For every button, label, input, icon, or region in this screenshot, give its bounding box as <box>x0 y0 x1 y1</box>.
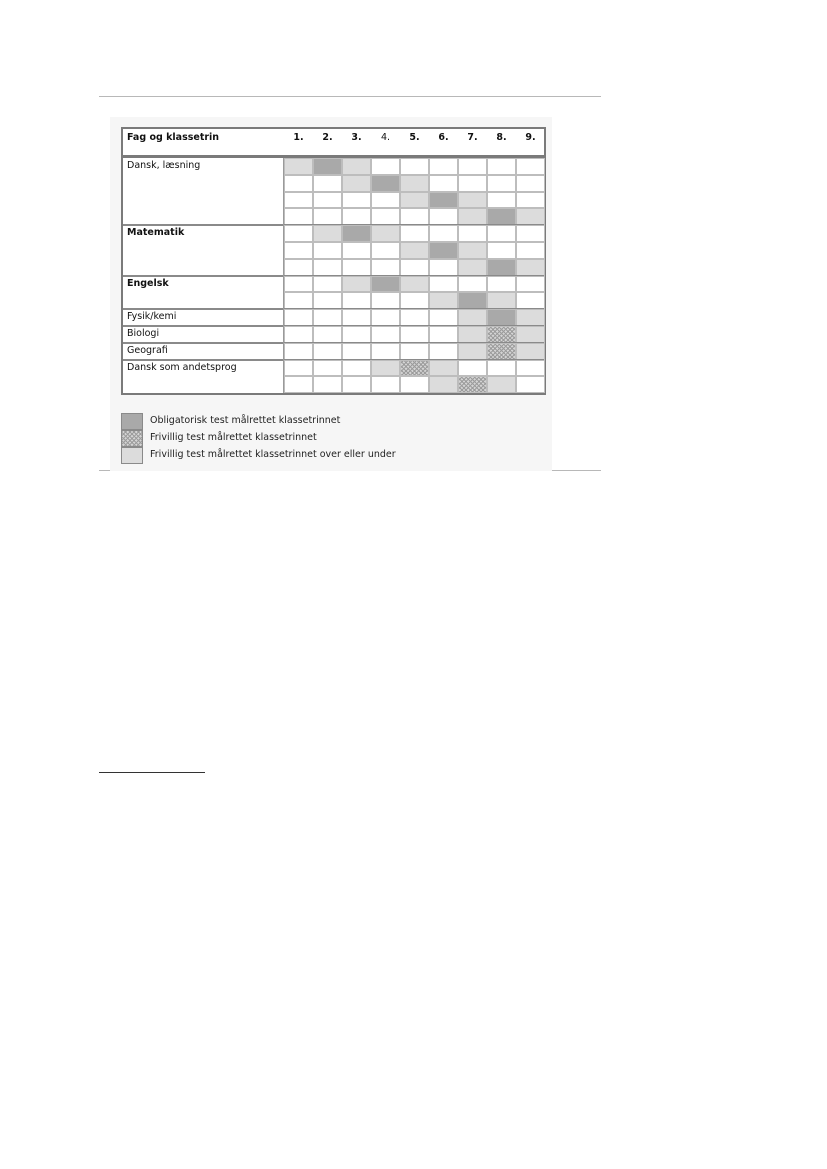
legend-label: Obligatorisk test målrettet klassetrinnet <box>150 415 341 426</box>
grade-cell <box>342 192 371 209</box>
grade-cell <box>313 192 342 209</box>
grade-cell <box>516 158 545 175</box>
grade-cell <box>400 192 429 209</box>
grade-cell <box>371 343 400 360</box>
legend-swatch-dark <box>121 413 143 430</box>
grade-cell <box>284 259 313 276</box>
grade-cell <box>313 376 342 393</box>
grade-cell <box>516 192 545 209</box>
grade-cell <box>371 309 400 326</box>
grade-cell <box>458 309 487 326</box>
grade-header-1: 1. <box>293 132 304 143</box>
grade-cell <box>313 276 342 293</box>
grade-cell <box>284 192 313 209</box>
grade-cell <box>284 225 313 242</box>
grade-cell <box>429 242 458 259</box>
table-header <box>123 129 544 158</box>
grade-cell <box>487 360 516 377</box>
grade-cell <box>487 276 516 293</box>
subject-label: Engelsk <box>127 277 169 289</box>
grade-cell <box>284 208 313 225</box>
grade-cell <box>487 259 516 276</box>
subject-label: Fysik/kemi <box>127 311 177 323</box>
grade-cell <box>342 175 371 192</box>
grade-cell <box>313 208 342 225</box>
grade-cell <box>458 292 487 309</box>
grade-header-9: 9. <box>525 132 536 143</box>
grade-cell <box>313 360 342 377</box>
grade-header-4: 4. <box>380 132 391 143</box>
grade-cell <box>458 208 487 225</box>
grade-cell <box>429 292 458 309</box>
grade-cell <box>516 343 545 360</box>
subject-label: Dansk som andetsprog <box>127 361 237 373</box>
grade-cell <box>458 259 487 276</box>
grade-cell <box>284 376 313 393</box>
grade-cell <box>313 242 342 259</box>
grade-cell <box>313 158 342 175</box>
grade-cell <box>342 225 371 242</box>
grade-header-6: 6. <box>438 132 449 143</box>
grade-cell <box>371 158 400 175</box>
grade-cell <box>371 225 400 242</box>
grade-cell <box>516 208 545 225</box>
grade-cell <box>458 276 487 293</box>
grade-cell <box>487 225 516 242</box>
grade-cell <box>487 158 516 175</box>
grade-cell <box>284 309 313 326</box>
grade-cell <box>400 225 429 242</box>
grade-cell <box>342 376 371 393</box>
grade-cell <box>313 292 342 309</box>
subject-column-divider <box>283 158 284 393</box>
grade-cell <box>400 158 429 175</box>
grade-cell <box>458 242 487 259</box>
grade-cell <box>429 326 458 343</box>
grade-cell <box>371 175 400 192</box>
grade-cell <box>342 158 371 175</box>
grade-cell <box>458 225 487 242</box>
grade-cell <box>313 343 342 360</box>
grade-cell <box>487 343 516 360</box>
grade-cell <box>284 276 313 293</box>
grade-cell <box>342 259 371 276</box>
grade-cell <box>371 208 400 225</box>
grade-cell <box>458 158 487 175</box>
grade-cell <box>400 326 429 343</box>
top-rule <box>99 96 601 97</box>
grade-cell <box>429 376 458 393</box>
grade-cell <box>516 242 545 259</box>
grade-cell <box>342 242 371 259</box>
grade-cell <box>371 376 400 393</box>
grade-cell <box>516 225 545 242</box>
grade-cell <box>400 309 429 326</box>
subject-label: Dansk, læsning <box>127 160 201 171</box>
grade-cell <box>487 192 516 209</box>
grade-cell <box>342 276 371 293</box>
grade-cell <box>458 343 487 360</box>
grade-cell <box>516 175 545 192</box>
grade-cell <box>284 343 313 360</box>
legend-swatch-hatch <box>121 430 143 447</box>
grade-cell <box>313 225 342 242</box>
grade-cell <box>342 292 371 309</box>
grade-cell <box>458 376 487 393</box>
grade-cell <box>284 292 313 309</box>
grade-cell <box>313 175 342 192</box>
grade-cell <box>487 175 516 192</box>
grade-cell <box>313 309 342 326</box>
grade-cell <box>342 326 371 343</box>
grade-cell <box>429 225 458 242</box>
grade-cell <box>284 175 313 192</box>
grade-cell <box>516 376 545 393</box>
grade-cell <box>400 259 429 276</box>
subject-label: Matematik <box>127 227 185 239</box>
grade-cell <box>458 326 487 343</box>
grade-cell <box>400 276 429 293</box>
grade-cell <box>429 158 458 175</box>
grade-cell <box>371 242 400 259</box>
grade-cell <box>400 242 429 259</box>
grade-cell <box>400 343 429 360</box>
grade-cell <box>487 309 516 326</box>
grade-cell <box>487 326 516 343</box>
grade-cell <box>429 276 458 293</box>
grade-cell <box>458 360 487 377</box>
grade-cell <box>516 360 545 377</box>
grade-cell <box>371 192 400 209</box>
grade-cell <box>284 242 313 259</box>
grade-cell <box>429 208 458 225</box>
grade-cell <box>371 276 400 293</box>
grade-cell <box>400 360 429 377</box>
grade-cell <box>371 259 400 276</box>
grade-header-5: 5. <box>409 132 420 143</box>
grade-cell <box>400 292 429 309</box>
grade-cell <box>458 192 487 209</box>
grade-cell <box>400 208 429 225</box>
grade-cell <box>487 292 516 309</box>
legend-label: Frivillig test målrettet klassetrinnet over eller under <box>150 449 396 460</box>
grade-cell <box>284 326 313 343</box>
grade-cell <box>371 326 400 343</box>
grade-cell <box>429 259 458 276</box>
legend-label: Frivillig test målrettet klassetrinnet <box>150 432 317 443</box>
grade-header-3: 3. <box>351 132 362 143</box>
footnote-rule <box>99 772 205 773</box>
grade-cell <box>516 292 545 309</box>
grade-header-2: 2. <box>322 132 333 143</box>
grade-cell <box>400 376 429 393</box>
grade-cell <box>429 309 458 326</box>
grade-cell <box>487 376 516 393</box>
grade-cell <box>400 175 429 192</box>
subject-label: Geografi <box>127 344 168 356</box>
grade-cell <box>342 360 371 377</box>
grade-cell <box>429 175 458 192</box>
grade-cell <box>516 309 545 326</box>
grade-cell <box>429 192 458 209</box>
test-overview-table <box>121 127 546 395</box>
right-lower-rule <box>552 470 601 471</box>
grade-cell <box>342 208 371 225</box>
grade-cell <box>313 326 342 343</box>
grade-cell <box>487 242 516 259</box>
grade-cell <box>516 276 545 293</box>
grade-cell <box>313 259 342 276</box>
grade-cell <box>458 175 487 192</box>
grade-cell <box>516 326 545 343</box>
grade-cell <box>342 309 371 326</box>
grade-cell <box>342 343 371 360</box>
table-header-title: Fag og klassetrin <box>127 132 220 143</box>
grade-header-8: 8. <box>496 132 507 143</box>
grade-cell <box>429 343 458 360</box>
grade-cell <box>284 360 313 377</box>
subject-label: Biologi <box>127 328 160 339</box>
grade-cell <box>429 360 458 377</box>
grade-cell <box>284 158 313 175</box>
grade-header-7: 7. <box>467 132 478 143</box>
legend-swatch-light <box>121 447 143 464</box>
grade-cell <box>371 360 400 377</box>
grade-cell <box>487 208 516 225</box>
grade-cell <box>371 292 400 309</box>
grade-cell <box>516 259 545 276</box>
